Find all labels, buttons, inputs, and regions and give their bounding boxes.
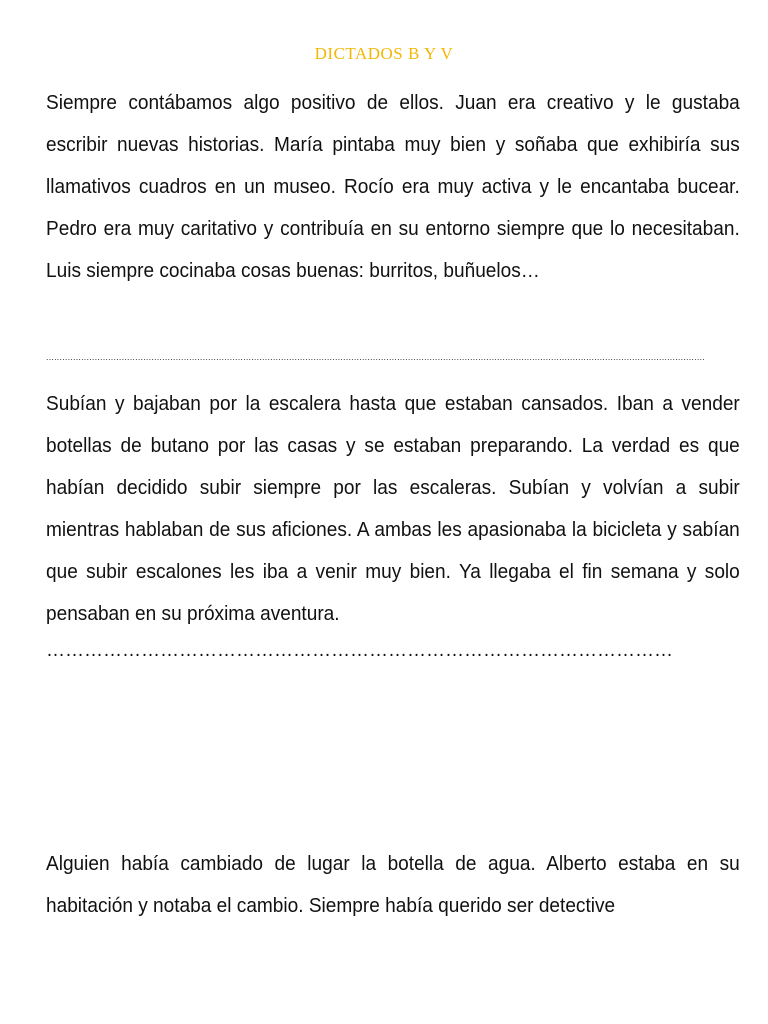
- dictation-paragraph-2: Subían y bajaban por la escalera hasta que estaban cansados. Iban a vender botellas de butano por las casas y se estaban preparando. La verdad es que habían decidido subir siempre por las escaleras. Subían y volvían a subir mientras hablaban de sus aficiones. A ambas les apasionaba la bicicleta y sabían que subir escalones les iba a venir muy bien. Ya llegaba el fin semana y solo pensaban en su próxima aventura.: [46, 392, 740, 625]
- dictation-paragraph-1: Siempre contábamos algo positivo de ellos. Juan era creativo y le gustaba escribir nuevas historias. María pintaba muy bien y soñaba que exhibiría sus llamativos cuadros en un museo. Rocío era muy activa y le encantaba bucear. Pedro era muy caritativo y contribuía en su entorno siempre que lo necesitaban. Luis siempre cocinaba cosas buenas: burritos, buñuelos…: [46, 91, 740, 282]
- answer-line-dotted-2: ………………………………………………………………………………………: [46, 640, 673, 661]
- answer-line-dotted-1: ....................................................................................................................................................................................................................................................: [46, 352, 705, 362]
- dictation-paragraph-3: Alguien había cambiado de lugar la botella de agua. Alberto estaba en su habitación y notaba el cambio. Siempre había querido ser detective: [46, 852, 740, 917]
- page-title: DICTADOS B Y V: [314, 44, 454, 63]
